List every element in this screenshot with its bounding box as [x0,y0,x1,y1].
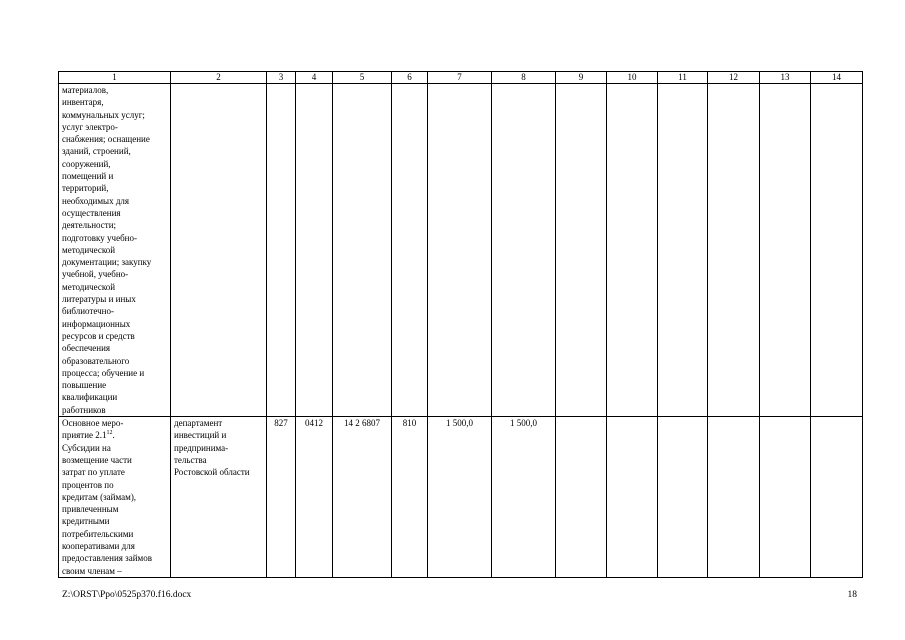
measure-title: Основное меро- приятие 2.1 [62,418,124,441]
table-cell [708,84,760,417]
header-cell: 8 [492,72,556,84]
header-cell: 12 [708,72,760,84]
header-cell: 1 [59,72,171,84]
header-cell: 3 [267,72,296,84]
header-cell: 7 [428,72,492,84]
total-amount: 1 500,0 [428,417,492,578]
year-amount: 1 500,0 [492,417,556,578]
table-row [59,84,863,417]
table-cell [607,84,658,417]
header-cell: 2 [171,72,267,84]
table-cell [811,84,863,417]
table-cell [267,84,296,417]
table-cell [171,84,267,417]
table-cell [556,417,607,578]
table-cell [492,84,556,417]
table-cell [392,84,428,417]
table-cell [428,84,492,417]
footnote-ref: 12 [106,430,113,437]
header-row [59,72,863,84]
table-cell [607,417,658,578]
row1-col1-text: материалов, инвентаря, коммунальных услуг; услуг электро- снабжения; оснащение зданий, строений, сооружений, помещений и территорий, необходимых для осуществления деятельности; подготовку учебно- методической документации; закупку учебной, учебно- методической литературы и иных библиотечно- информационных ресурсов и средств обеспечения образовательного процесса; обучение и повышение квалификации работников [59,84,171,417]
expense-type-code: 810 [392,417,428,578]
header-cell: 13 [760,72,811,84]
table-cell [760,417,811,578]
header-cell: 5 [333,72,392,84]
footer-file-path: Z:\ORST\Ppo\0525p370.f16.docx [62,590,192,600]
table-cell [708,417,760,578]
grbs-code: 827 [267,417,296,578]
measure-description: . Субсидии на возмещение части затрат по уплате процентов по кредитам (займам), привлеченным кредитными потребительскими кооперативами для предоставления займов своим членам – [62,430,152,576]
table-cell [658,417,708,578]
responsible-executor: департамент инвестиций и предпринима- тельства Ростовской области [171,417,267,578]
header-cell: 4 [296,72,333,84]
header-cell: 11 [658,72,708,84]
table-cell [333,84,392,417]
row2-col1-text [59,417,171,578]
page-number: 18 [847,590,857,600]
header-cell: 6 [392,72,428,84]
table-cell [760,84,811,417]
header-cell: 14 [811,72,863,84]
header-cell: 10 [607,72,658,84]
budget-table [58,71,863,578]
section-code: 0412 [296,417,333,578]
header-cell: 9 [556,72,607,84]
table-row [59,417,863,578]
table-cell [296,84,333,417]
table-cell [811,417,863,578]
table-cell [556,84,607,417]
target-article-code: 14 2 6807 [333,417,392,578]
table-cell [658,84,708,417]
